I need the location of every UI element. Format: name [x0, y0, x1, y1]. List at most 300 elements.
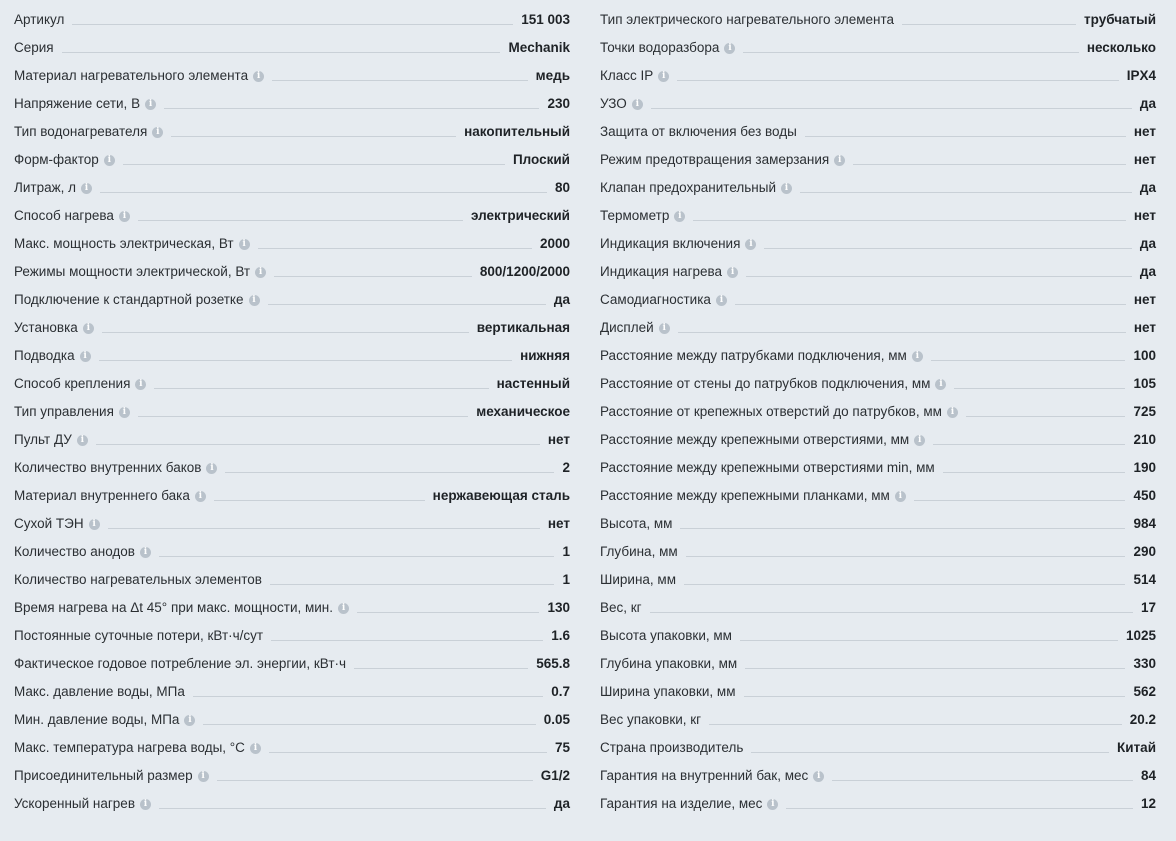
info-icon[interactable]: i [145, 99, 156, 110]
info-icon[interactable]: i [184, 715, 195, 726]
spec-value: G1/2 [540, 768, 570, 783]
spec-value: 0.7 [551, 684, 570, 699]
spec-row [14, 704, 570, 732]
spec-label [600, 292, 727, 308]
spec-value: 330 [1133, 656, 1156, 671]
spec-label-text: Глубина, мм [600, 544, 678, 559]
spec-label [600, 740, 743, 756]
spec-label-text: Макс. давление воды, МПа [14, 684, 185, 699]
spec-row [600, 648, 1156, 676]
spec-label-text: Защита от включения без воды [600, 124, 797, 139]
spec-row [14, 564, 570, 592]
spec-row [14, 480, 570, 508]
spec-value: 1.6 [551, 628, 570, 643]
info-icon[interactable]: i [632, 99, 643, 110]
spec-value: 984 [1133, 516, 1156, 531]
spec-label-text: Тип водонагревателя [14, 124, 148, 139]
spec-label-text: Режим предотвращения замерзания [600, 152, 830, 167]
spec-label-text: Расстояние между крепежными планками, мм [600, 488, 890, 503]
spec-value: нижняя [520, 348, 570, 363]
spec-row [600, 536, 1156, 564]
spec-row [600, 312, 1156, 340]
spec-label [14, 488, 206, 504]
info-icon[interactable]: i [947, 407, 958, 418]
spec-label [14, 124, 163, 140]
leader-line [138, 220, 463, 221]
spec-value: вертикальная [476, 320, 570, 335]
spec-value: нет [1133, 124, 1156, 139]
info-icon[interactable]: i [119, 211, 130, 222]
leader-line [954, 388, 1125, 389]
spec-value: 100 [1133, 348, 1156, 363]
spec-label-text: Расстояние от крепежных отверстий до патрубков, мм [600, 404, 942, 419]
spec-row [14, 732, 570, 760]
leader-line [745, 668, 1125, 669]
leader-line [96, 444, 540, 445]
spec-row [14, 200, 570, 228]
spec-row [14, 760, 570, 788]
spec-label [14, 292, 260, 308]
spec-value: да [1139, 96, 1156, 111]
info-icon[interactable]: i [89, 519, 100, 530]
info-icon[interactable]: i [77, 435, 88, 446]
info-icon[interactable]: i [767, 799, 778, 810]
spec-label [600, 600, 642, 616]
spec-value: 20.2 [1129, 712, 1156, 727]
leader-line [966, 416, 1126, 417]
leader-line [269, 752, 547, 753]
leader-line [159, 808, 546, 809]
spec-row [14, 620, 570, 648]
leader-line [72, 24, 513, 25]
leader-line [62, 52, 501, 53]
spec-label-text: Режимы мощности электрической, Вт [14, 264, 251, 279]
spec-value: 565.8 [536, 656, 570, 671]
spec-row [14, 368, 570, 396]
leader-line [902, 24, 1076, 25]
spec-row [14, 60, 570, 88]
spec-value: 75 [554, 740, 570, 755]
spec-label-text: Самодиагностика [600, 292, 711, 307]
spec-label [600, 208, 685, 224]
spec-label [14, 180, 92, 196]
leader-line [354, 668, 528, 669]
leader-line [832, 780, 1133, 781]
info-icon[interactable]: i [239, 239, 250, 250]
leader-line [914, 500, 1126, 501]
spec-value: 130 [547, 600, 570, 615]
spec-value: нет [1133, 152, 1156, 167]
spec-label [14, 152, 115, 168]
spec-row [600, 340, 1156, 368]
leader-line [203, 724, 535, 725]
spec-label [600, 796, 778, 812]
spec-label [14, 740, 261, 756]
leader-line [853, 164, 1126, 165]
info-icon[interactable]: i [716, 295, 727, 306]
spec-value: настенный [496, 376, 570, 391]
info-icon[interactable]: i [195, 491, 206, 502]
spec-row [600, 4, 1156, 32]
spec-value: нет [1133, 292, 1156, 307]
spec-row [600, 424, 1156, 452]
leader-line [740, 640, 1118, 641]
spec-row [600, 60, 1156, 88]
spec-row [600, 452, 1156, 480]
leader-line [102, 332, 469, 333]
spec-label [14, 12, 64, 28]
leader-line [268, 304, 546, 305]
spec-label-text: Высота упаковки, мм [600, 628, 732, 643]
info-icon[interactable]: i [895, 491, 906, 502]
leader-line [931, 360, 1126, 361]
spec-value: накопительный [464, 124, 570, 139]
spec-row [14, 452, 570, 480]
info-icon[interactable]: i [119, 407, 130, 418]
spec-label-text: Установка [14, 320, 78, 335]
leader-line [678, 332, 1126, 333]
info-icon[interactable]: i [104, 155, 115, 166]
info-icon[interactable]: i [659, 323, 670, 334]
spec-label-text: Подводка [14, 348, 75, 363]
spec-label [14, 68, 264, 84]
spec-row [14, 88, 570, 116]
spec-row [14, 648, 570, 676]
spec-label-text: Ускоренный нагрев [14, 796, 135, 811]
spec-row [14, 508, 570, 536]
spec-row [600, 676, 1156, 704]
spec-label-text: Расстояние между крепежными отверстиями min, мм [600, 460, 935, 475]
spec-label-text: Ширина упаковки, мм [600, 684, 736, 699]
leader-line [217, 780, 533, 781]
leader-line [805, 136, 1126, 137]
spec-value: медь [535, 68, 570, 83]
info-icon[interactable]: i [140, 547, 151, 558]
spec-value: нет [547, 432, 570, 447]
info-icon[interactable]: i [935, 379, 946, 390]
spec-row [600, 396, 1156, 424]
spec-label-text: Присоединительный размер [14, 768, 193, 783]
spec-row [600, 704, 1156, 732]
spec-value: 190 [1133, 460, 1156, 475]
spec-label-text: Материал нагревательного элемента [14, 68, 249, 83]
info-icon[interactable]: i [152, 127, 163, 138]
spec-label-text: Фактическое годовое потребление эл. энергии, кВт·ч [14, 656, 347, 671]
leader-line [271, 640, 543, 641]
spec-value: да [553, 292, 570, 307]
spec-label [600, 40, 735, 56]
spec-label [14, 460, 217, 476]
spec-label-text: Тип электрического нагревательного элемента [600, 12, 895, 27]
spec-label-text: Вес, кг [600, 600, 642, 615]
spec-row [600, 620, 1156, 648]
spec-label [14, 572, 262, 588]
spec-value: Mechanik [508, 40, 570, 55]
info-icon[interactable]: i [727, 267, 738, 278]
leader-line [193, 696, 543, 697]
leader-line [650, 612, 1133, 613]
spec-value: 0.05 [543, 712, 570, 727]
spec-label-text: УЗО [600, 96, 627, 111]
spec-value: IPX4 [1126, 68, 1156, 83]
spec-value: 2 [562, 460, 570, 475]
spec-label [600, 348, 923, 364]
spec-value: да [1139, 180, 1156, 195]
leader-line [677, 80, 1118, 81]
spec-label-text: Глубина упаковки, мм [600, 656, 738, 671]
spec-row [14, 396, 570, 424]
leader-line [272, 80, 528, 81]
spec-value: трубчатый [1084, 12, 1156, 27]
spec-label-text: Точки водоразбора [600, 40, 720, 55]
spec-value: 84 [1140, 768, 1156, 783]
leader-line [735, 304, 1126, 305]
spec-value: 562 [1133, 684, 1156, 699]
spec-label [600, 572, 676, 588]
leader-line [800, 192, 1132, 193]
spec-label-text: Расстояние между крепежными отверстиями, мм [600, 432, 910, 447]
info-icon[interactable]: i [724, 43, 735, 54]
leader-line [108, 528, 540, 529]
info-icon[interactable]: i [781, 183, 792, 194]
info-icon[interactable]: i [914, 435, 925, 446]
spec-row [600, 732, 1156, 760]
spec-value: да [1139, 264, 1156, 279]
spec-row [14, 788, 570, 816]
spec-value: 1025 [1125, 628, 1156, 643]
spec-value: 800/1200/2000 [479, 264, 570, 279]
spec-label [14, 544, 151, 560]
leader-line [357, 612, 539, 613]
spec-label [600, 68, 669, 84]
spec-label-text: Страна производитель [600, 740, 744, 755]
spec-label-text: Дисплей [600, 320, 654, 335]
spec-label [600, 712, 701, 728]
spec-label [600, 460, 935, 476]
spec-label-text: Количество анодов [14, 544, 135, 559]
spec-label [600, 432, 925, 448]
spec-row [14, 228, 570, 256]
spec-row [14, 144, 570, 172]
info-icon[interactable]: i [83, 323, 94, 334]
spec-value: 725 [1133, 404, 1156, 419]
spec-label [14, 432, 88, 448]
leader-line [686, 556, 1126, 557]
spec-label-text: Гарантия на внутренний бак, мес [600, 768, 809, 783]
info-icon[interactable]: i [338, 603, 349, 614]
leader-line [164, 108, 539, 109]
spec-label [600, 320, 670, 336]
spec-row [600, 508, 1156, 536]
spec-label [14, 712, 195, 728]
spec-row [600, 480, 1156, 508]
spec-row [600, 760, 1156, 788]
spec-value: 450 [1133, 488, 1156, 503]
spec-label-text: Способ нагрева [14, 208, 114, 223]
spec-label-text: Постоянные суточные потери, кВт·ч/сут [14, 628, 264, 643]
spec-label [600, 656, 737, 672]
spec-label [14, 600, 349, 616]
spec-label [14, 264, 266, 280]
spec-label [14, 404, 130, 420]
spec-label-text: Время нагрева на Δt 45° при макс. мощности, мин. [14, 600, 334, 615]
spec-value: 105 [1133, 376, 1156, 391]
spec-label [14, 236, 250, 252]
spec-row [600, 368, 1156, 396]
info-icon[interactable]: i [834, 155, 845, 166]
spec-value: электрический [471, 208, 570, 223]
spec-row [600, 284, 1156, 312]
spec-row [14, 424, 570, 452]
spec-value: нет [1133, 208, 1156, 223]
spec-row [600, 172, 1156, 200]
spec-label [600, 180, 792, 196]
spec-label-text: Класс IP [600, 68, 654, 83]
spec-label-text: Расстояние от стены до патрубков подключения, мм [600, 376, 931, 391]
spec-row [14, 536, 570, 564]
spec-label-text: Тип управления [14, 404, 114, 419]
leader-line [943, 472, 1126, 473]
spec-row [600, 592, 1156, 620]
spec-label [14, 96, 156, 112]
spec-row [14, 32, 570, 60]
spec-label [600, 152, 845, 168]
spec-value: да [553, 796, 570, 811]
info-icon[interactable]: i [81, 183, 92, 194]
info-icon[interactable]: i [255, 267, 266, 278]
leader-line [709, 724, 1122, 725]
leader-line [933, 444, 1125, 445]
leader-line [684, 584, 1125, 585]
spec-row [600, 116, 1156, 144]
spec-label [14, 376, 146, 392]
spec-label [14, 208, 130, 224]
spec-value: 1 [562, 544, 570, 559]
spec-label-text: Пульт ДУ [14, 432, 72, 447]
spec-label-text: Ширина, мм [600, 572, 676, 587]
spec-row [14, 116, 570, 144]
spec-label [600, 768, 824, 784]
spec-label [14, 768, 209, 784]
leader-line [274, 276, 472, 277]
spec-row [14, 284, 570, 312]
spec-value: Китай [1117, 740, 1156, 755]
spec-value: да [1139, 236, 1156, 251]
info-icon[interactable]: i [813, 771, 824, 782]
info-icon[interactable]: i [674, 211, 685, 222]
leader-line [159, 556, 555, 557]
spec-label-text: Форм-фактор [14, 152, 99, 167]
spec-label-text: Гарантия на изделие, мес [600, 796, 763, 811]
leader-line [746, 276, 1132, 277]
leader-line [99, 360, 512, 361]
leader-line [258, 248, 532, 249]
spec-label [14, 516, 100, 532]
spec-row [14, 256, 570, 284]
spec-column-right [600, 4, 1156, 816]
spec-label [600, 684, 736, 700]
leader-line [693, 220, 1126, 221]
spec-row [600, 788, 1156, 816]
spec-row [600, 88, 1156, 116]
spec-value: 230 [547, 96, 570, 111]
spec-label [14, 348, 91, 364]
spec-label [14, 684, 185, 700]
spec-label-text: Способ крепления [14, 376, 131, 391]
spec-row [14, 4, 570, 32]
leader-line [270, 584, 555, 585]
leader-line [743, 52, 1078, 53]
spec-label-text: Количество внутренних баков [14, 460, 202, 475]
info-icon[interactable]: i [140, 799, 151, 810]
spec-value: 1 [562, 572, 570, 587]
leader-line [764, 248, 1132, 249]
spec-row [600, 564, 1156, 592]
spec-label [600, 12, 894, 28]
spec-column-left [14, 4, 570, 816]
info-icon[interactable]: i [206, 463, 217, 474]
spec-value: нет [547, 516, 570, 531]
leader-line [214, 500, 425, 501]
spec-label [600, 488, 906, 504]
spec-label-text: Артикул [14, 12, 65, 27]
spec-value: 2000 [539, 236, 570, 251]
info-icon[interactable]: i [249, 295, 260, 306]
spec-value: Плоский [512, 152, 570, 167]
info-icon[interactable]: i [912, 351, 923, 362]
spec-label-text: Индикация включения [600, 236, 741, 251]
spec-row [14, 172, 570, 200]
spec-label [14, 796, 151, 812]
spec-label-text: Высота, мм [600, 516, 673, 531]
spec-row [14, 676, 570, 704]
spec-label [14, 320, 94, 336]
leader-line [138, 416, 468, 417]
spec-value: 290 [1133, 544, 1156, 559]
info-icon[interactable]: i [135, 379, 146, 390]
spec-label [600, 516, 672, 532]
spec-label-text: Напряжение сети, В [14, 96, 141, 111]
spec-value: 514 [1133, 572, 1156, 587]
spec-label [14, 628, 263, 644]
spec-label [600, 544, 678, 560]
spec-label [14, 40, 54, 56]
spec-label-text: Клапан предохранительный [600, 180, 777, 195]
spec-label-text: Серия [14, 40, 54, 55]
spec-row [600, 32, 1156, 60]
spec-label-text: Макс. мощность электрическая, Вт [14, 236, 234, 251]
spec-label [600, 124, 797, 140]
info-icon[interactable]: i [745, 239, 756, 250]
spec-label [14, 656, 346, 672]
spec-value: нержавеющая сталь [432, 488, 570, 503]
spec-row [600, 228, 1156, 256]
info-icon[interactable]: i [198, 771, 209, 782]
info-icon[interactable]: i [250, 743, 261, 754]
spec-label [600, 404, 958, 420]
spec-label-text: Количество нагревательных элементов [14, 572, 262, 587]
spec-row [600, 200, 1156, 228]
leader-line [225, 472, 554, 473]
leader-line [651, 108, 1132, 109]
leader-line [751, 752, 1109, 753]
info-icon[interactable]: i [658, 71, 669, 82]
spec-row [600, 256, 1156, 284]
leader-line [100, 192, 547, 193]
leader-line [171, 136, 456, 137]
info-icon[interactable]: i [80, 351, 91, 362]
info-icon[interactable]: i [253, 71, 264, 82]
